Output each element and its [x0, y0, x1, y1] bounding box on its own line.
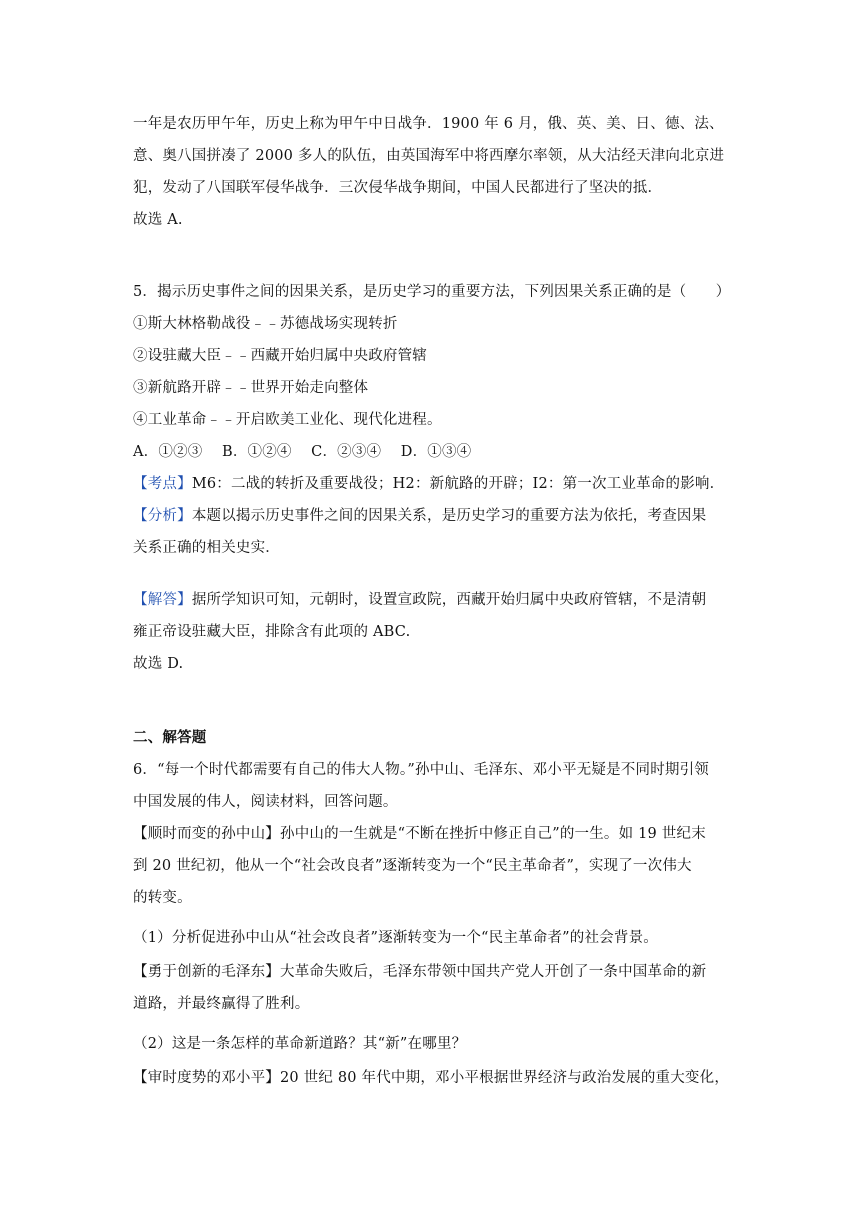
q6-subquestion-2: （2）这是一条怎样的革命新道路？其“新”在哪里？: [133, 1036, 467, 1052]
kaodian-tag: 【考点】: [133, 476, 192, 492]
jieda-text-2: 雍正帝设驻藏大臣，排除含有此项的 ABC.: [133, 624, 411, 640]
q5-option-1: ①斯大林格勒战役﹣﹣苏德战场实现转折: [133, 316, 398, 332]
q4-text-line-1: 一年是农历甲午年，历史上称为甲午中日战争．1900 年 6 月，俄、英、美、日、德、法、: [133, 116, 724, 132]
section-heading: 二、解答题: [133, 730, 207, 746]
fenxi-text-1: 本题以揭示历史事件之间的因果关系，是历史学习的重要方法为依托，考查因果: [191, 508, 707, 524]
q6-line-7: 【勇于创新的毛泽东】大革命失败后，毛泽东带领中国共产党人开创了一条中国革命的新: [133, 964, 707, 980]
q4-text-line-2: 意、奥八国拼凑了 2000 多人的队伍，由英国海军中将西摩尔率领，从大沽经天津向北京进: [133, 148, 725, 164]
fenxi-tag: 【分析】: [133, 508, 192, 524]
jieda-tag: 【解答】: [133, 592, 192, 608]
q6-line-4: 到 20 世纪初，他从一个“社会改良者”逐渐转变为一个“民主革命者”，实现了一次伟大: [133, 858, 692, 874]
q4-answer: 故选 A.: [133, 212, 183, 228]
q6-subquestion-1: （1）分析促进孙中山从“社会改良者”逐渐转变为一个“民主革命者”的社会背景。: [133, 930, 658, 946]
jieda-text-1: 据所学知识可知，元朝时，设置宣政院，西藏开始归属中央政府管辖，不是清朝: [191, 592, 707, 608]
q5-option-4: ④工业革命﹣﹣开启欧美工业化、现代化进程。: [133, 412, 442, 428]
q6-line-8: 道路，并最终赢得了胜利。: [133, 996, 310, 1012]
q6-line-2: 中国发展的伟人，阅读材料，回答问题。: [133, 794, 398, 810]
q5-jieda: [133, 590, 743, 610]
q5-fenxi: [133, 506, 743, 526]
q5-kaodian: [133, 474, 743, 494]
kaodian-text: M6：二战的转折及重要战役；H2：新航路的开辟；I2：第一次工业革命的影响．: [191, 476, 725, 492]
q6-line-5: 的转变。: [133, 890, 192, 906]
q5-option-2: ②设驻藏大臣﹣﹣西藏开始归属中央政府管辖: [133, 348, 427, 364]
q5-choices: A．①②③ B．①②④ C．②③④ D．①③④: [133, 444, 472, 460]
q5-stem: 5．揭示历史事件之间的因果关系，是历史学习的重要方法，下列因果关系正确的是（ ）: [133, 284, 731, 300]
q5-answer: 故选 D.: [133, 656, 184, 672]
q4-text-line-3: 犯，发动了八国联军侵华战争．三次侵华战争期间，中国人民都进行了坚决的抵．: [133, 180, 663, 196]
q6-line-3: 【顺时而变的孙中山】孙中山的一生就是“不断在挫折中修正自己”的一生。如 19 世纪末: [133, 826, 706, 842]
q6-line-1: 6．“每一个时代都需要有自己的伟大人物。”孙中山、毛泽东、邓小平无疑是不同时期引领: [133, 762, 709, 778]
q5-option-3: ③新航路开辟﹣﹣世界开始走向整体: [133, 380, 369, 396]
fenxi-text-2: 关系正确的相关史实．: [133, 540, 280, 556]
q6-line-10: 【审时度势的邓小平】20 世纪 80 年代中期，邓小平根据世界经济与政治发展的重大变化，: [133, 1070, 730, 1086]
